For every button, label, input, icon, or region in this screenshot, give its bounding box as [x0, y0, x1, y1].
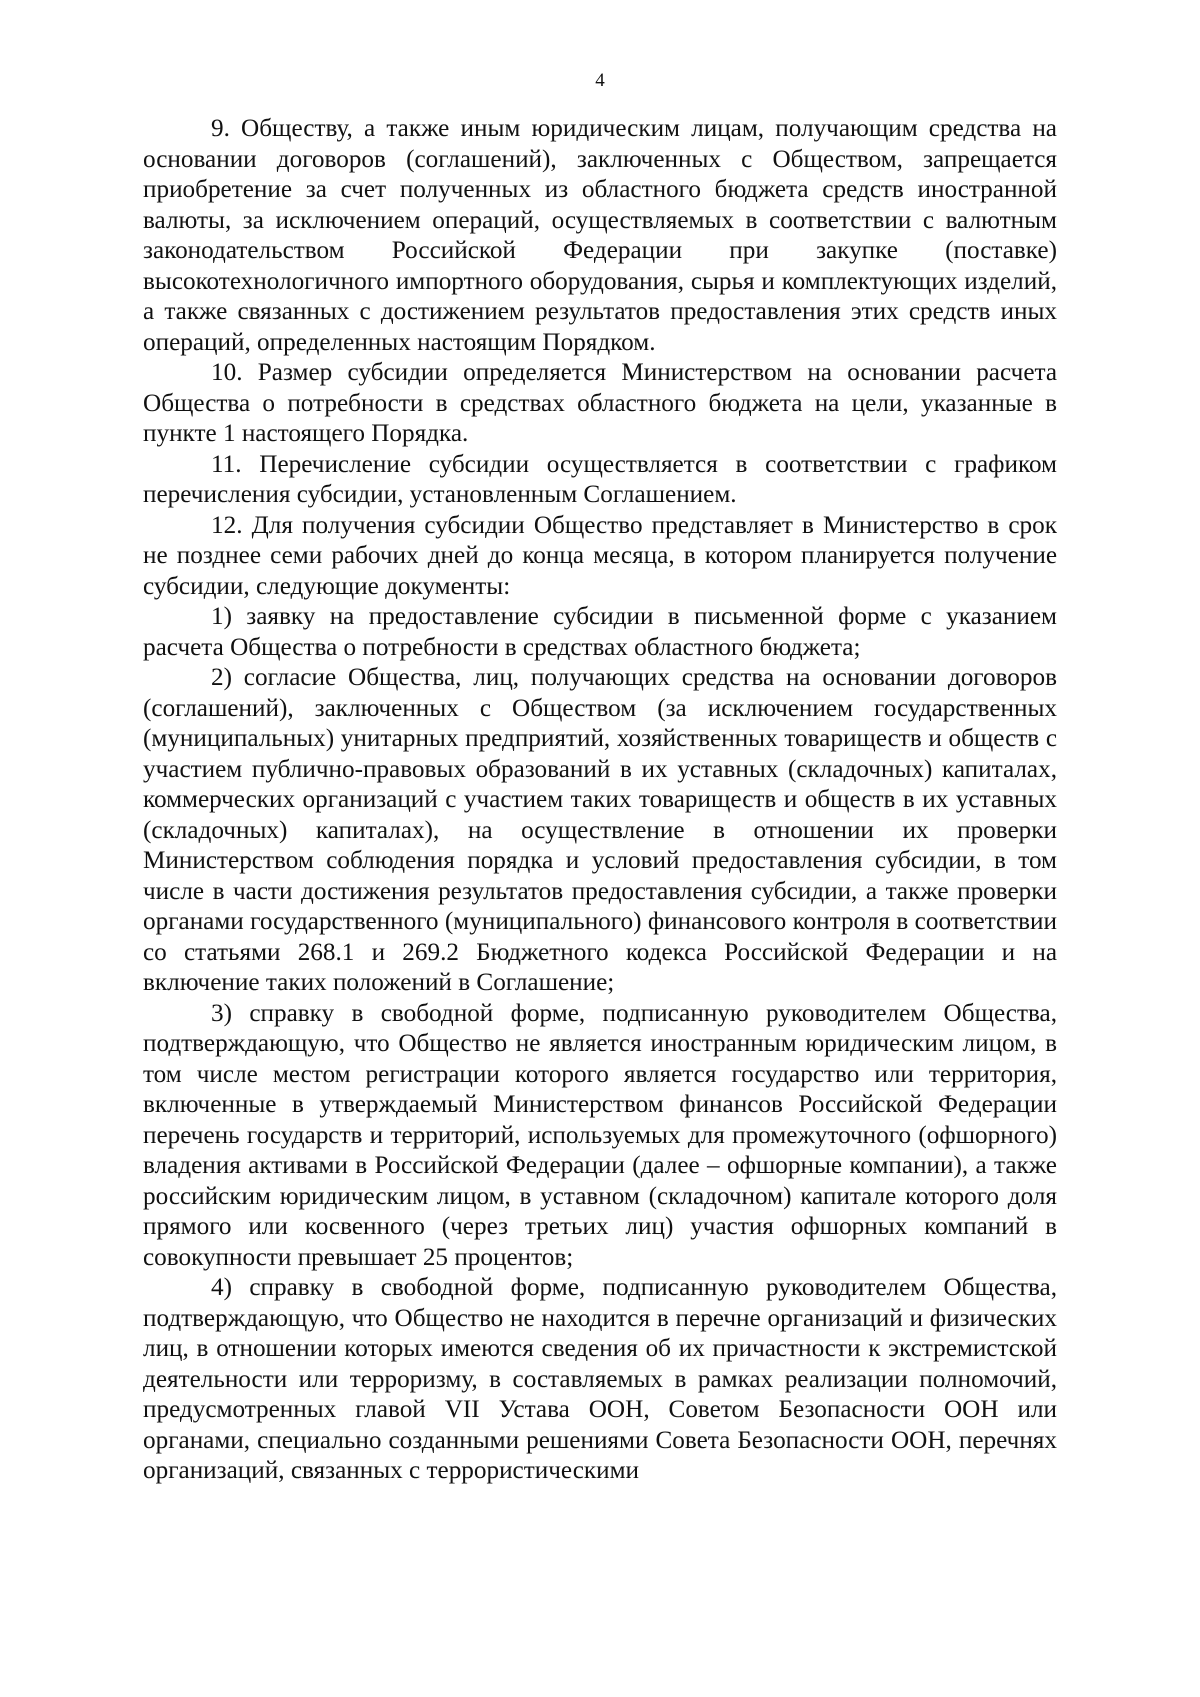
paragraph-9: 9. Обществу, а также иным юридическим лицам, получающим средства на основании договоров (соглашений), заключенных с Обществом, запрещается приобретение за счет полученных из областного бюджета средств иностранной валюты, за исключением операций, осуществляемых в соответствии с валютным законодательством Российской Федерации при закупке (поставке) высокотехнологичного импортного оборудования, сырья и комплектующих изделий, а также связанных с достижением результатов предоставления этих средств иных операций, определенных настоящим Порядком.	[143, 115, 1057, 356]
paragraph-11: 11. Перечисление субсидии осуществляется в соответствии с графиком перечисления субсидии, установленным Соглашением.	[143, 450, 1057, 508]
paragraph-10: 10. Размер субсидии определяется Министерством на основании расчета Общества о потребности в средствах областного бюджета на цели, указанные в пункте 1 настоящего Порядка.	[143, 359, 1057, 447]
list-item-4: 4) справку в свободной форме, подписанную руководителем Общества, подтверждающую, что Общество не находится в перечне организаций и физических лиц, в отношении которых имеются сведения об их причастности к экстремистской деятельности или терроризму, в составляемых в рамках реализации полномочий, предусмотренных главой VII Устава ООН, Советом Безопасности ООН или органами, специально созданными решениями Совета Безопасности ООН, перечнях организаций, связанных с террористическими	[143, 1274, 1057, 1484]
list-item-1: 1) заявку на предоставление субсидии в письменной форме с указанием расчета Общества о потребности в средствах областного бюджета;	[143, 603, 1057, 661]
document-body	[143, 114, 1057, 1487]
page-number: 4	[595, 70, 605, 91]
list-item-2: 2) согласие Общества, лиц, получающих средства на основании договоров (соглашений), заключенных с Обществом (за исключением государственных (муниципальных) унитарных предприятий, хозяйственных товариществ и обществ с участием публично-правовых образований в их уставных (складочных) капиталах, коммерческих организаций с участием таких товариществ и обществ в их уставных (складочных) капиталах), на осуществление в отношении их проверки Министерством соблюдения порядка и условий предоставления субсидии, в том числе в части достижения результатов предоставления субсидии, а также проверки органами государственного (муниципального) финансового контроля в соответствии со статьями 268.1 и 269.2 Бюджетного кодекса Российской Федерации и на включение таких положений в Соглашение;	[143, 664, 1057, 996]
list-item-3: 3) справку в свободной форме, подписанную руководителем Общества, подтверждающую, что Общество не является иностранным юридическим лицом, в том числе местом регистрации которого является государство или территория, включенные в утверждаемый Министерством финансов Российской Федерации перечень государств и территорий, используемых для промежуточного (офшорного) владения активами в Российской Федерации (далее – офшорные компании), а также российским юридическим лицом, в уставном (складочном) капитале которого доля прямого или косвенного (через третьих лиц) участия офшорных компаний в совокупности превышает 25 процентов;	[143, 999, 1057, 1271]
paragraph-12: 12. Для получения субсидии Общество представляет в Министерство в срок не позднее семи рабочих дней до конца месяца, в котором планируется получение субсидии, следующие документы:	[143, 511, 1057, 600]
